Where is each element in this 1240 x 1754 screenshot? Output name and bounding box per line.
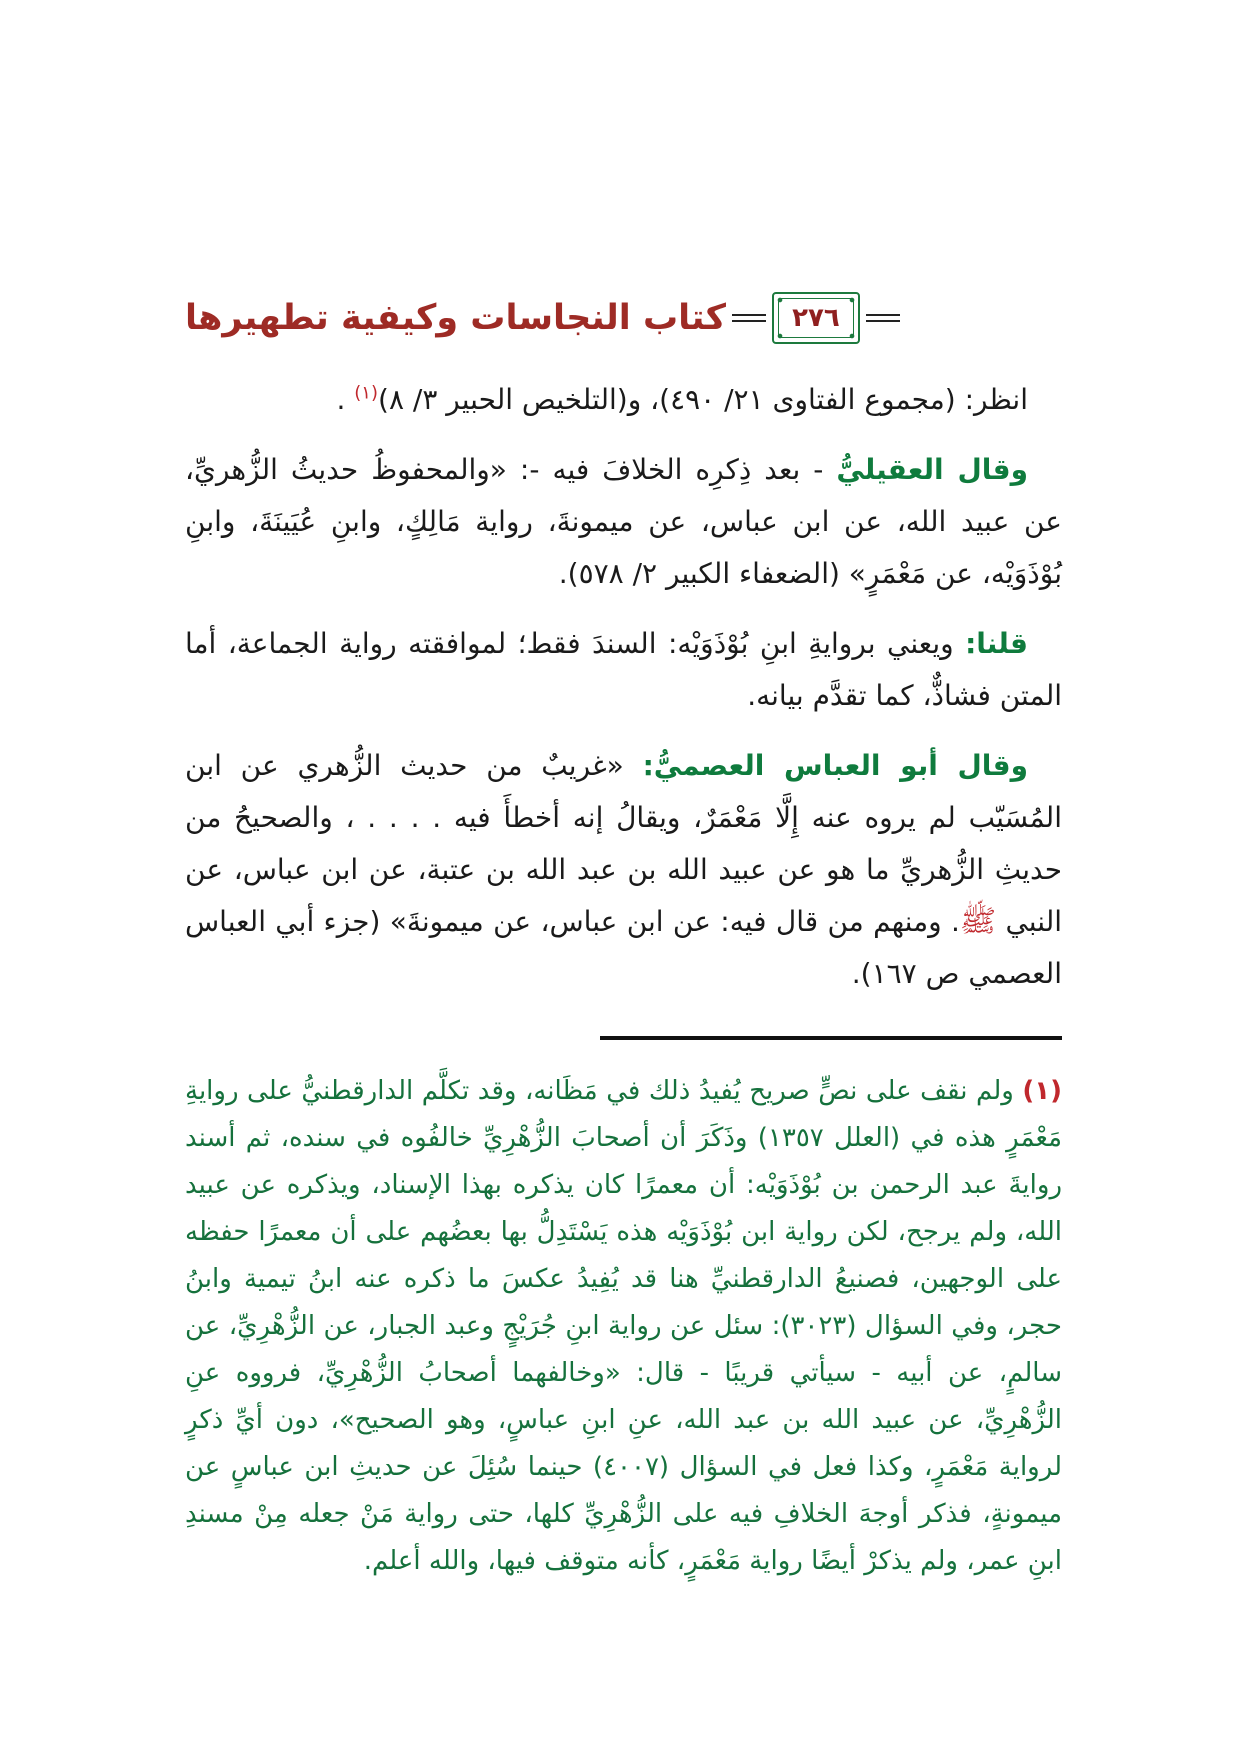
page-number-badge <box>772 292 860 344</box>
references-tail: . <box>336 383 355 416</box>
speaker-qulna: قلنا: <box>965 627 1028 660</box>
footnote-text: ولم نقف على نصٍّ صريح يُفيدُ ذلك في مَظَانه، وقد تكلَّم الدارقطنيُّ على روايةِ مَعْمَرٍ هذه في (العلل ١٣٥٧) وذَكَرَ أن أصحابَ الزُّهْرِيِّ خالفُوه في سنده، ثم أسند روايةَ عبد الرحمن بن بُوْذَوَيْه: أن معمرًا كان يذكره بهذا الإسناد، ويذكره عن عبيد الله، ولم يرجح، لكن رواية ابن بُوْذَوَيْه هذه يَسْتَدِلُّ بها بعضُهم على أن معمرًا حفظه على الوجهين، فصنيعُ الدارقطنيِّ هنا قد يُفِيدُ عكسَ ما ذكره عنه ابنُ تيمية وابنُ حجر، وفي السؤال (٣٠٢٣): سئل عن رواية ابنِ جُرَيْجٍ وعبد الجبار، عن الزُّهْرِيِّ، عن سالمٍ، عن أبيه - سيأتي قريبًا - قال: «وخالفهما أصحابُ الزُّهْرِيِّ، فرووه عنِ الزُّهْرِيِّ، عن عبيد الله بن عبد الله، عنِ ابنِ عباسٍ، وهو الصحيح»، دون أيِّ ذكرٍ لرواية مَعْمَرٍ، وكذا فعل في السؤال (٤٠٠٧) حينما سُئِلَ عن حديثِ ابن عباسٍ عن ميمونةٍ، فذكر أوجهَ الخلافِ فيه على الزُّهْرِيِّ كلها، حتى رواية مَنْ جعله مِنْ مسندِ ابنِ عمر، ولم يذكرْ أيضًا رواية مَعْمَرٍ، كأنه متوقف فيها، والله أعلم. <box>185 1076 1062 1576</box>
speaker-asami: وقال أبو العباس العصميُّ: <box>642 749 1028 782</box>
uqayli-quote-text: - بعد ذِكرِه الخلافَ فيه -: «والمحفوظُ حديثُ الزُّهريِّ، عن عبيد الله، عن ابن عباس، عن ميمونةَ، رواية مَالِكٍ، وابنِ عُيَينَةَ، وابنِ بُوْذَوَيْه، عن مَعْمَرٍ» (الضعفاء الكبير ٢/ ٥٧٨). <box>185 453 1062 590</box>
page-content <box>185 374 1062 1585</box>
paragraph-uqayli-quote <box>185 444 1062 600</box>
chapter-title: كتاب النجاسات وكيفية تطهيرها <box>185 297 726 338</box>
paragraph-asami-quote <box>185 740 1062 1000</box>
paragraph-references <box>185 374 1062 426</box>
authors-comment-text: ويعني بروايةِ ابنِ بُوْذَوَيْه: السندَ فقط؛ لموافقته رواية الجماعة، أما المتن فشاذٌّ، كما تقدَّم بيانه. <box>185 627 1062 712</box>
salawat-symbol-icon: ﷺ <box>959 904 997 939</box>
footnote-separator <box>600 1036 1062 1040</box>
references-text: انظر: (مجموع الفتاوى ٢١/ ٤٩٠)، و(التلخيص الحبير ٣/ ٨) <box>378 383 1028 416</box>
paragraph-authors-comment <box>185 618 1062 722</box>
footnote-marker: (١) <box>1022 1076 1062 1106</box>
footnote <box>185 1068 1062 1585</box>
header-rule-right <box>866 314 900 322</box>
page-header <box>185 292 1062 344</box>
footnote-reference: (١) <box>354 382 378 404</box>
page-number: ٢٧٦ <box>792 303 840 333</box>
footnote-paragraph <box>185 1068 1062 1585</box>
header-rule-left <box>732 314 766 322</box>
asami-quote-part1: «غريبٌ من حديث الزُّهري عن ابن المُسَيّب لم يروه عنه إِلَّا مَعْمَرٌ، ويقالُ إنه أخطأَ فيه . . . . ، والصحيحُ من حديثِ الزُّهريِّ ما هو عن عبيد الله بن عبد الله بن عتبة، عن ابن عباس، عن النبي <box>185 749 1063 938</box>
body-text <box>185 374 1062 1000</box>
asami-quote-part2: . ومنهم من قال فيه: عن ابن عباس، عن ميمونةَ» (جزء أبي العباس العصمي ص ١٦٧). <box>185 905 1062 990</box>
speaker-uqayli: وقال العقيليُّ <box>836 453 1028 486</box>
